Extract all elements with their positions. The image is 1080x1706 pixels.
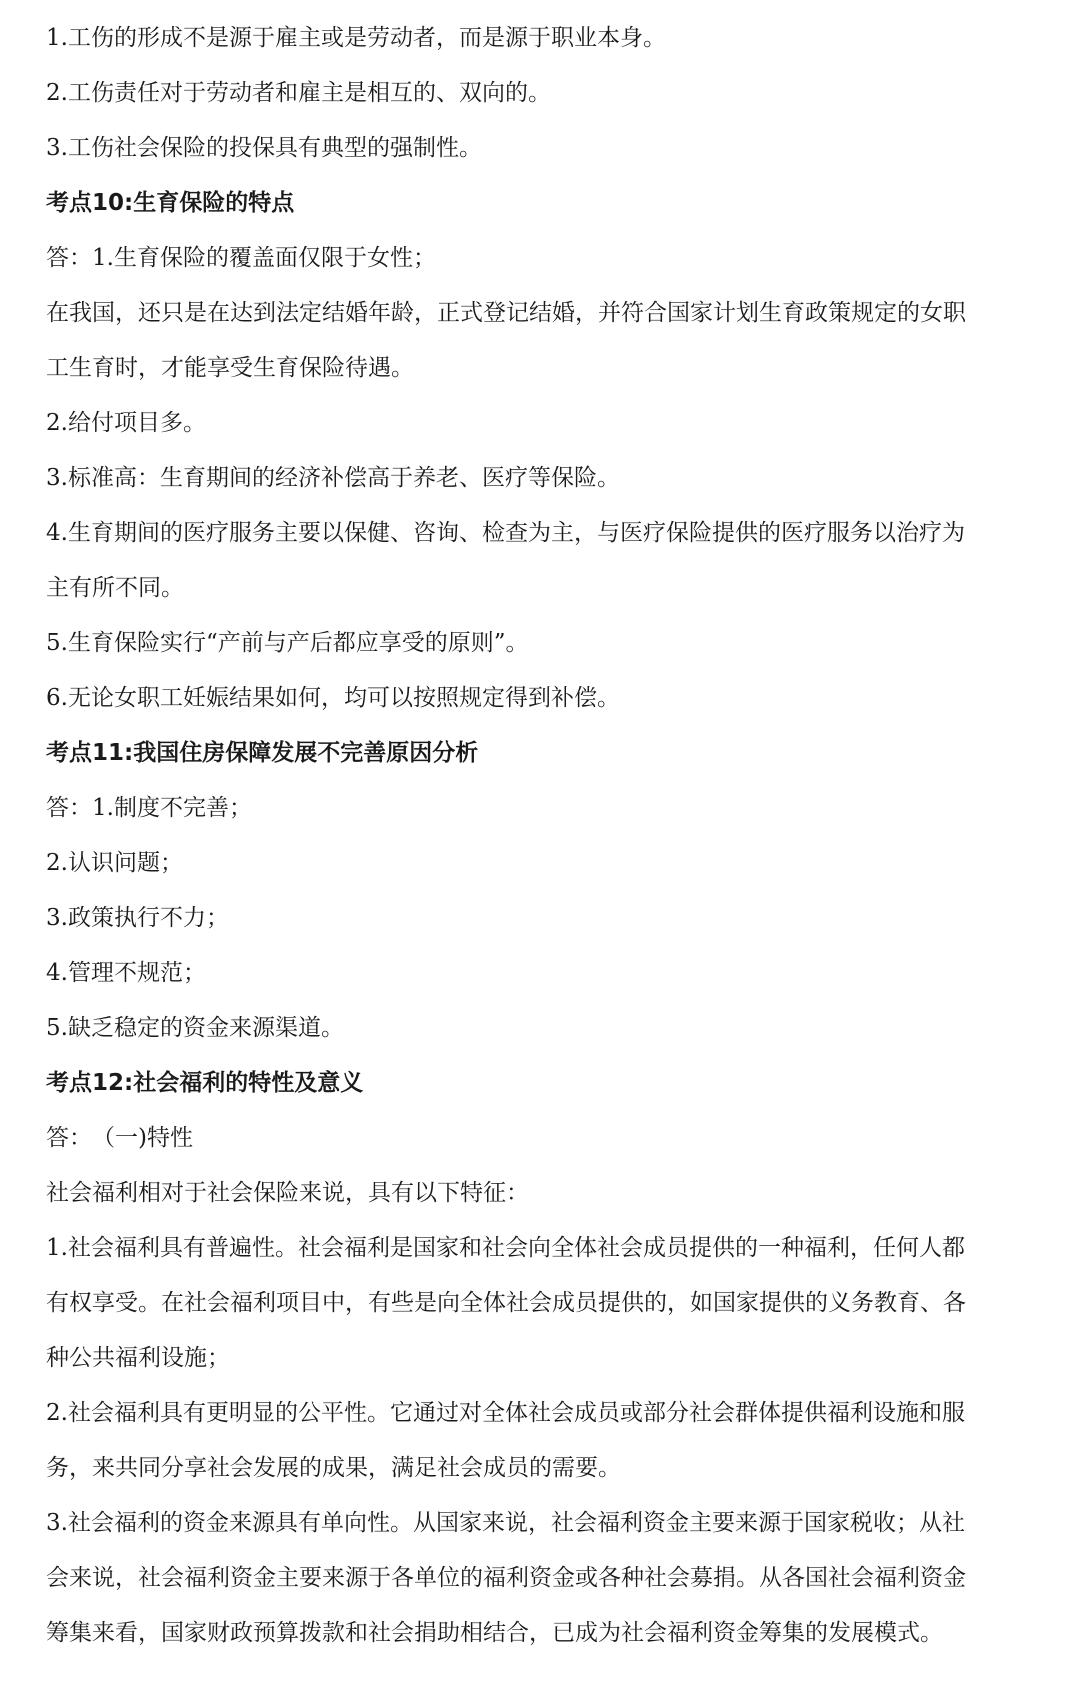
text-line: 工生育时，才能享受生育保险待遇。 [46, 355, 414, 381]
paragraph [46, 1177, 1044, 1209]
paragraph [46, 792, 1044, 824]
text-line: 2.社会福利具有更明显的公平性。它通过对全体社会成员或部分社会群体提供福利设施和服 [46, 1400, 965, 1426]
text-line: 4.管理不规范； [46, 960, 206, 986]
text-line: 社会福利相对于社会保险来说，具有以下特征： [46, 1180, 529, 1206]
text-line: 会来说，社会福利资金主要来源于各单位的福利资金或各种社会募捐。从各国社会福利资金 [46, 1565, 966, 1591]
text-line: 1.工伤的形成不是源于雇主或是劳动者，而是源于职业本身。 [46, 25, 666, 51]
paragraph [46, 957, 1044, 989]
text-line: 主有所不同。 [46, 575, 184, 601]
text-line: 2.给付项目多。 [46, 410, 206, 436]
paragraph [46, 1232, 1044, 1374]
text-line: 筹集来看，国家财政预算拨款和社会捐助相结合，已成为社会福利资金筹集的发展模式。 [46, 1620, 943, 1646]
paragraph [46, 1122, 1044, 1154]
section-heading [46, 1067, 1044, 1099]
paragraph [46, 847, 1044, 879]
paragraph [46, 22, 1044, 54]
paragraph [46, 242, 1044, 274]
paragraph [46, 132, 1044, 164]
paragraph [46, 1012, 1044, 1044]
section-heading [46, 737, 1044, 769]
paragraph [46, 77, 1044, 109]
paragraph [46, 297, 1044, 384]
text-line: 有权享受。在社会福利项目中，有些是向全体社会成员提供的，如国家提供的义务教育、各 [46, 1290, 966, 1316]
text-line: 3.政策执行不力； [46, 905, 229, 931]
text-line: 3.社会福利的资金来源具有单向性。从国家来说，社会福利资金主要来源于国家税收；从社 [46, 1510, 965, 1536]
heading-text: 考点11:我国住房保障发展不完善原因分析 [46, 740, 479, 766]
text-line: 4.生育期间的医疗服务主要以保健、咨询、检查为主，与医疗保险提供的医疗服务以治疗为 [46, 520, 965, 546]
text-line: 答：1.制度不完善； [46, 795, 252, 821]
paragraph [46, 462, 1044, 494]
heading-text: 考点12:社会福利的特性及意义 [46, 1070, 364, 1096]
paragraph [46, 1507, 1044, 1649]
text-line: 1.社会福利具有普遍性。社会福利是国家和社会向全体社会成员提供的一种福利，任何人都 [46, 1235, 965, 1261]
text-line: 种公共福利设施； [46, 1345, 230, 1371]
paragraph [46, 682, 1044, 714]
paragraph [46, 517, 1044, 604]
text-line: 5.生育保险实行“产前与产后都应享受的原则”。 [46, 630, 529, 656]
text-line: 务，来共同分享社会发展的成果，满足社会成员的需要。 [46, 1455, 621, 1481]
section-heading [46, 187, 1044, 219]
paragraph [46, 902, 1044, 934]
text-line: 3.工伤社会保险的投保具有典型的强制性。 [46, 135, 482, 161]
text-line: 2.认识问题； [46, 850, 183, 876]
heading-text: 考点10:生育保险的特点 [46, 190, 295, 216]
text-line: 6.无论女职工妊娠结果如何，均可以按照规定得到补偿。 [46, 685, 620, 711]
paragraph [46, 1397, 1044, 1484]
text-line: 5.缺乏稳定的资金来源渠道。 [46, 1015, 344, 1041]
text-line: 答： （一)特性 [46, 1125, 193, 1151]
text-line: 答：1.生育保险的覆盖面仅限于女性； [46, 245, 436, 271]
text-line: 2.工伤责任对于劳动者和雇主是相互的、双向的。 [46, 80, 551, 106]
paragraph [46, 407, 1044, 439]
text-line: 在我国，还只是在达到法定结婚年龄，正式登记结婚，并符合国家计划生育政策规定的女职 [46, 300, 966, 326]
text-line: 3.标准高：生育期间的经济补偿高于养老、医疗等保险。 [46, 465, 620, 491]
paragraph [46, 627, 1044, 659]
